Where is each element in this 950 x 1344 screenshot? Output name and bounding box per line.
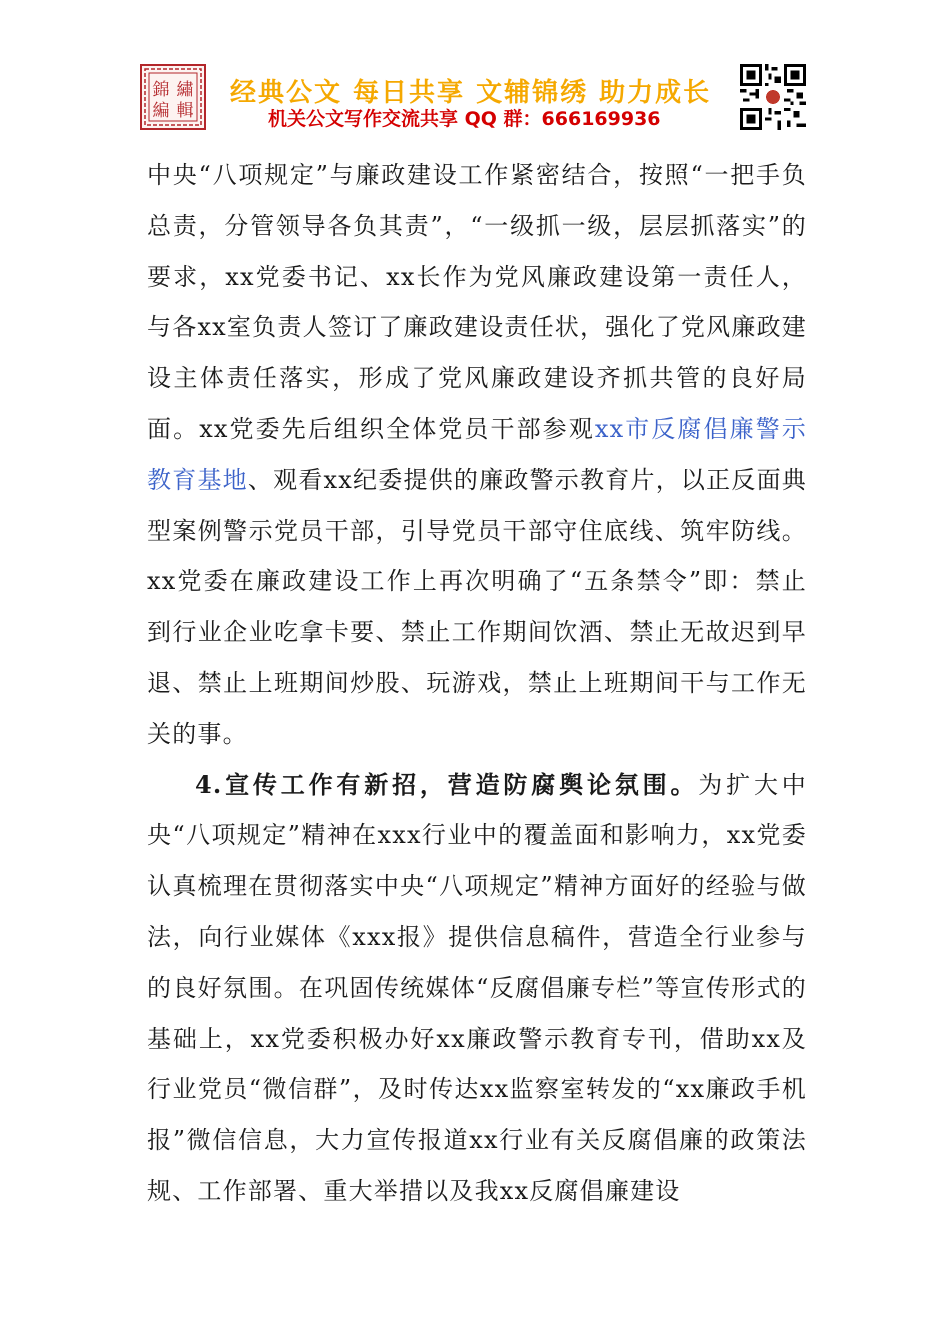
header-slogan: 经典公文 每日共享 文辅锦绣 助力成长 — [230, 78, 712, 108]
paragraph-2-text: 为扩大中央“八项规定”精神在xxx行业中的覆盖面和影响力，xx党委认真梳理在贯彻落实中央“八项规定”精神方面好的经验与做法，向行业媒体《xxx报》提供信息稿件，营造全行业参与的良好氛围。在巩固传统媒体“反腐倡廉专栏”等宣传形式的基础上，xx党委积极办好xx廉政警示教育专刊，借助xx及行业党员“微信群”，及时传达xx监察室转发的“xx廉政手机报”微信信息，大力宣传报道xx行业有关反腐倡廉的政策法规、工作部署、重大举措以及我xx反腐倡廉建设 — [147, 770, 807, 1205]
jinxiu-seal-logo-icon — [140, 64, 206, 130]
svg-text:輯: 輯 — [176, 101, 194, 121]
paragraph-1 — [147, 150, 807, 760]
paragraph-2 — [147, 760, 807, 1217]
section-4-heading: 4.宣传工作有新招，营造防腐舆论氛围。 — [195, 769, 699, 799]
paragraph-1-text-before: 中央“八项规定”与廉政建设工作紧密结合，按照“一把手负总责，分管领导各负其责”，“一级抓一级，层层抓落实”的要求，xx党委书记、xx长作为党风廉政建设第一责任人，与各xx室负责人签订了廉政建设责任状，强化了党风廉政建设主体责任落实，形成了党风廉政建设齐抓共管的良好局面。xx党委先后组织全体党员干部参观 — [147, 161, 807, 443]
svg-text:繡: 繡 — [176, 80, 194, 100]
svg-text:錦: 錦 — [152, 80, 170, 100]
document-header — [140, 64, 810, 134]
qr-code-icon[interactable] — [740, 64, 806, 130]
warning-education-base-link[interactable]: xx市反腐倡廉警示教育基地 — [147, 414, 808, 494]
svg-text:編: 編 — [152, 101, 170, 121]
qq-group-line: 机关公文写作交流共享 QQ 群：666169936 — [268, 108, 661, 130]
paragraph-1-text-after: 、观看xx纪委提供的廉政警示教育片，以正反面典型案例警示党员干部，引导党员干部守住底线、筑牢防线。xx党委在廉政建设工作上再次明确了“五条禁令”即：禁止到行业企业吃拿卡要、禁止工作期间饮酒、禁止无故迟到早退、禁止上班期间炒股、玩游戏，禁止上班期间干与工作无关的事。 — [147, 465, 807, 748]
document-body — [147, 150, 807, 1217]
